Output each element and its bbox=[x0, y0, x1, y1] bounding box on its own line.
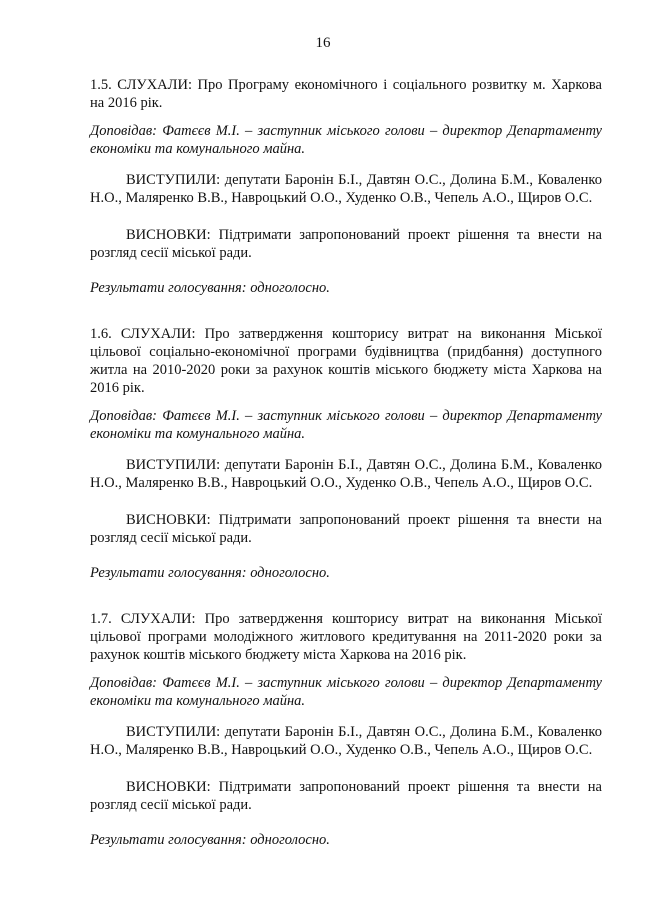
page-number: 16 bbox=[315, 35, 331, 51]
conclusion-paragraph: ВИСНОВКИ: Підтримати запропонований проект рішення та внести на розгляд сесії міської ради. bbox=[90, 227, 602, 261]
speakers-paragraph: ВИСТУПИЛИ: депутати Баронін Б.І., Давтян О.С., Долина Б.М., Коваленко Н.О., Маляренко В.В., Навроцький О.О., Худенко О.В., Чепель А.О., Щиров О.С. bbox=[90, 724, 602, 758]
document-body bbox=[90, 76, 602, 877]
listen-paragraph: 1.6. СЛУХАЛИ: Про затвердження кошторису витрат на виконання Міської цільової соціально-економічної програми будівництва (придбання) доступного житла на 2010-2020 роки за рахунок коштів міського бюджету міста Харкова на 2016 рік. bbox=[90, 326, 602, 396]
listen-paragraph: 1.7. СЛУХАЛИ: Про затвердження кошторису витрат на виконання Міської цільової програми молодіжного житлового кредитування на 2011-2020 роки за рахунок коштів міського бюджету міста Харкова на 2016 рік. bbox=[90, 611, 602, 663]
agenda-item-1-6 bbox=[90, 325, 602, 582]
vote-result: Результати голосування: одноголосно. bbox=[90, 280, 330, 296]
conclusion-paragraph: ВИСНОВКИ: Підтримати запропонований проект рішення та внести на розгляд сесії міської ради. bbox=[90, 779, 602, 813]
vote-result: Результати голосування: одноголосно. bbox=[90, 832, 330, 848]
vote-result: Результати голосування: одноголосно. bbox=[90, 565, 330, 581]
agenda-item-1-5 bbox=[90, 76, 602, 297]
listen-paragraph: 1.5. СЛУХАЛИ: Про Програму економічного і соціального розвитку м. Харкова на 2016 рік. bbox=[90, 77, 602, 111]
conclusion-paragraph: ВИСНОВКИ: Підтримати запропонований проект рішення та внести на розгляд сесії міської ради. bbox=[90, 512, 602, 546]
speaker-paragraph: Доповідав: Фатєєв М.І. – заступник міського голови – директор Департаменту економіки та комунального майна. bbox=[90, 123, 602, 157]
speakers-paragraph: ВИСТУПИЛИ: депутати Баронін Б.І., Давтян О.С., Долина Б.М., Коваленко Н.О., Маляренко В.В., Навроцький О.О., Худенко О.В., Чепель А.О., Щиров О.С. bbox=[90, 457, 602, 491]
speakers-paragraph: ВИСТУПИЛИ: депутати Баронін Б.І., Давтян О.С., Долина Б.М., Коваленко Н.О., Маляренко В.В., Навроцький О.О., Худенко О.В., Чепель А.О., Щиров О.С. bbox=[90, 172, 602, 206]
agenda-item-1-7 bbox=[90, 610, 602, 849]
speaker-paragraph: Доповідав: Фатєєв М.І. – заступник міського голови – директор Департаменту економіки та комунального майна. bbox=[90, 408, 602, 442]
speaker-paragraph: Доповідав: Фатєєв М.І. – заступник міського голови – директор Департаменту економіки та комунального майна. bbox=[90, 675, 602, 709]
